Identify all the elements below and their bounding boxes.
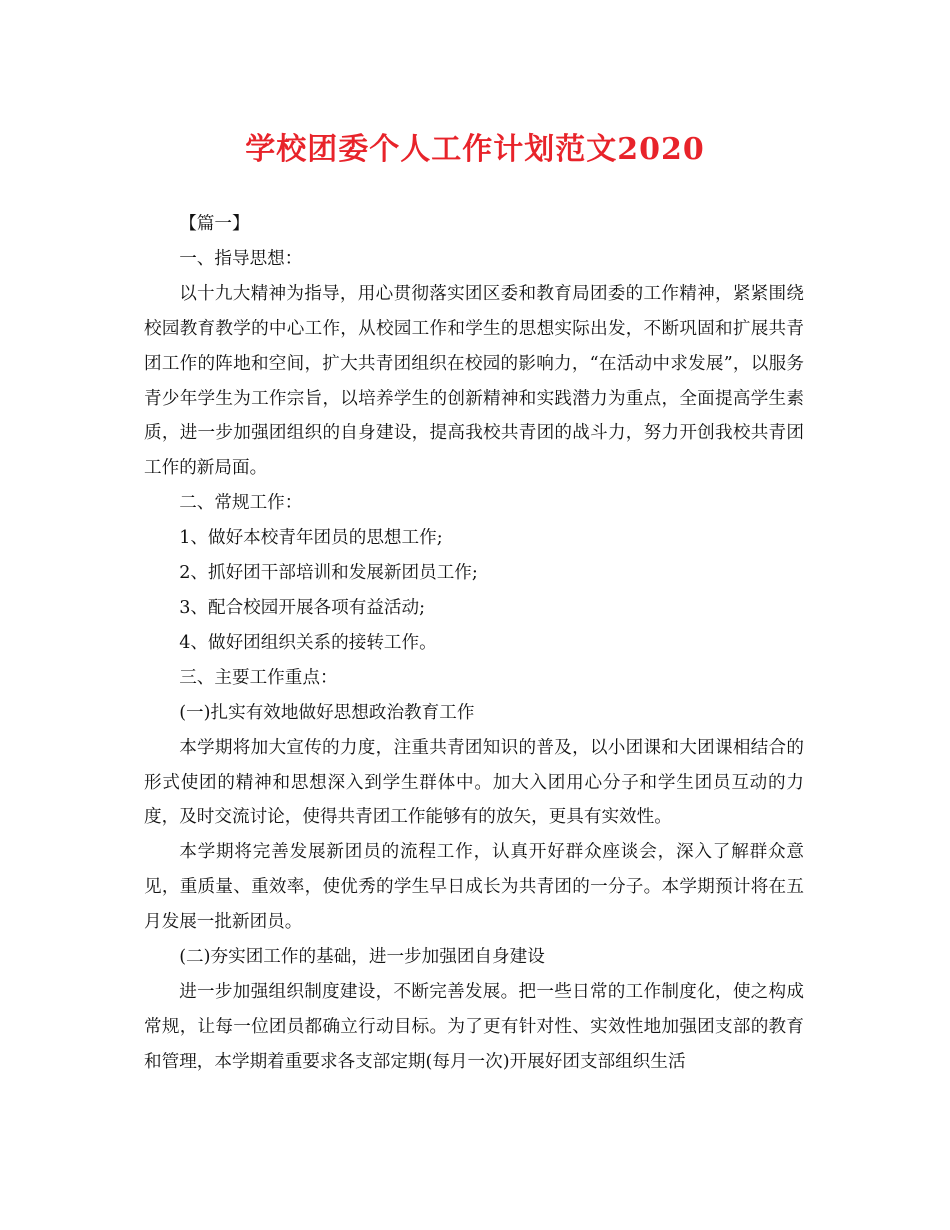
paragraph-publicity: 本学期将加大宣传的力度，注重共青团知识的普及，以小团课和大团课相结合的形式使团的精神和思想深入到学生群体中。加大入团用心分子和学生团员互动的力度，及时交流讨论，使得共青团工作能够有的放矢，更具有实效性。: [144, 737, 804, 828]
paragraph-guiding-thought: 以十九大精神为指导，用心贯彻落实团区委和教育局团委的工作精神，紧紧围绕校园教育教学的中心工作，从校园工作和学生的思想实际出发，不断巩固和扩展共青团工作的阵地和空间，扩大共青团组织在校园的影响力，“在活动中求发展”，以服务青少年学生为工作宗旨，以培养学生的创新精神和实践潜力为重点，全面提高学生素质，进一步加强团组织的自身建设，提高我校共青团的战斗力，努力开创我校共青团工作的新局面。: [144, 283, 804, 479]
list-item: 4、做好团组织关系的接转工作。: [179, 632, 437, 653]
paragraph-organization-building: 进一步加强组织制度建设，不断完善发展。把一些日常的工作制度化，使之构成常规，让每一位团员都确立行动目标。为了更有针对性、实效性地加强团支部的教育和管理，本学期着重要求各支部定期(每月一次)开展好团支部组织生活: [144, 981, 804, 1072]
list-item: 1、做好本校青年团员的思想工作;: [179, 528, 443, 549]
list-item: 3、配合校园开展各项有益活动;: [179, 597, 426, 618]
section-label: 【篇一】: [179, 214, 250, 234]
subheading-political-education: (一)扎实有效地做好思想政治教育工作: [179, 702, 475, 723]
heading-key-work: 三、主要工作重点：: [179, 667, 338, 688]
document-title: 学校团委个人工作计划范文2020: [245, 132, 705, 167]
paragraph-new-members: 本学期将完善发展新团员的流程工作，认真开好群众座谈会，深入了解群众意见，重质量、重效率，使优秀的学生早日成长为共青团的一分子。本学期预计将在五月发展一批新团员。: [144, 842, 804, 933]
heading-guiding-thought: 一、指导思想：: [179, 248, 303, 269]
list-item: 2、抓好团干部培训和发展新团员工作;: [179, 563, 478, 584]
subheading-foundation: (二)夯实团工作的基础，进一步加强团自身建设: [179, 947, 545, 968]
heading-routine-work: 二、常规工作：: [179, 493, 303, 514]
document-body: [144, 207, 804, 1080]
